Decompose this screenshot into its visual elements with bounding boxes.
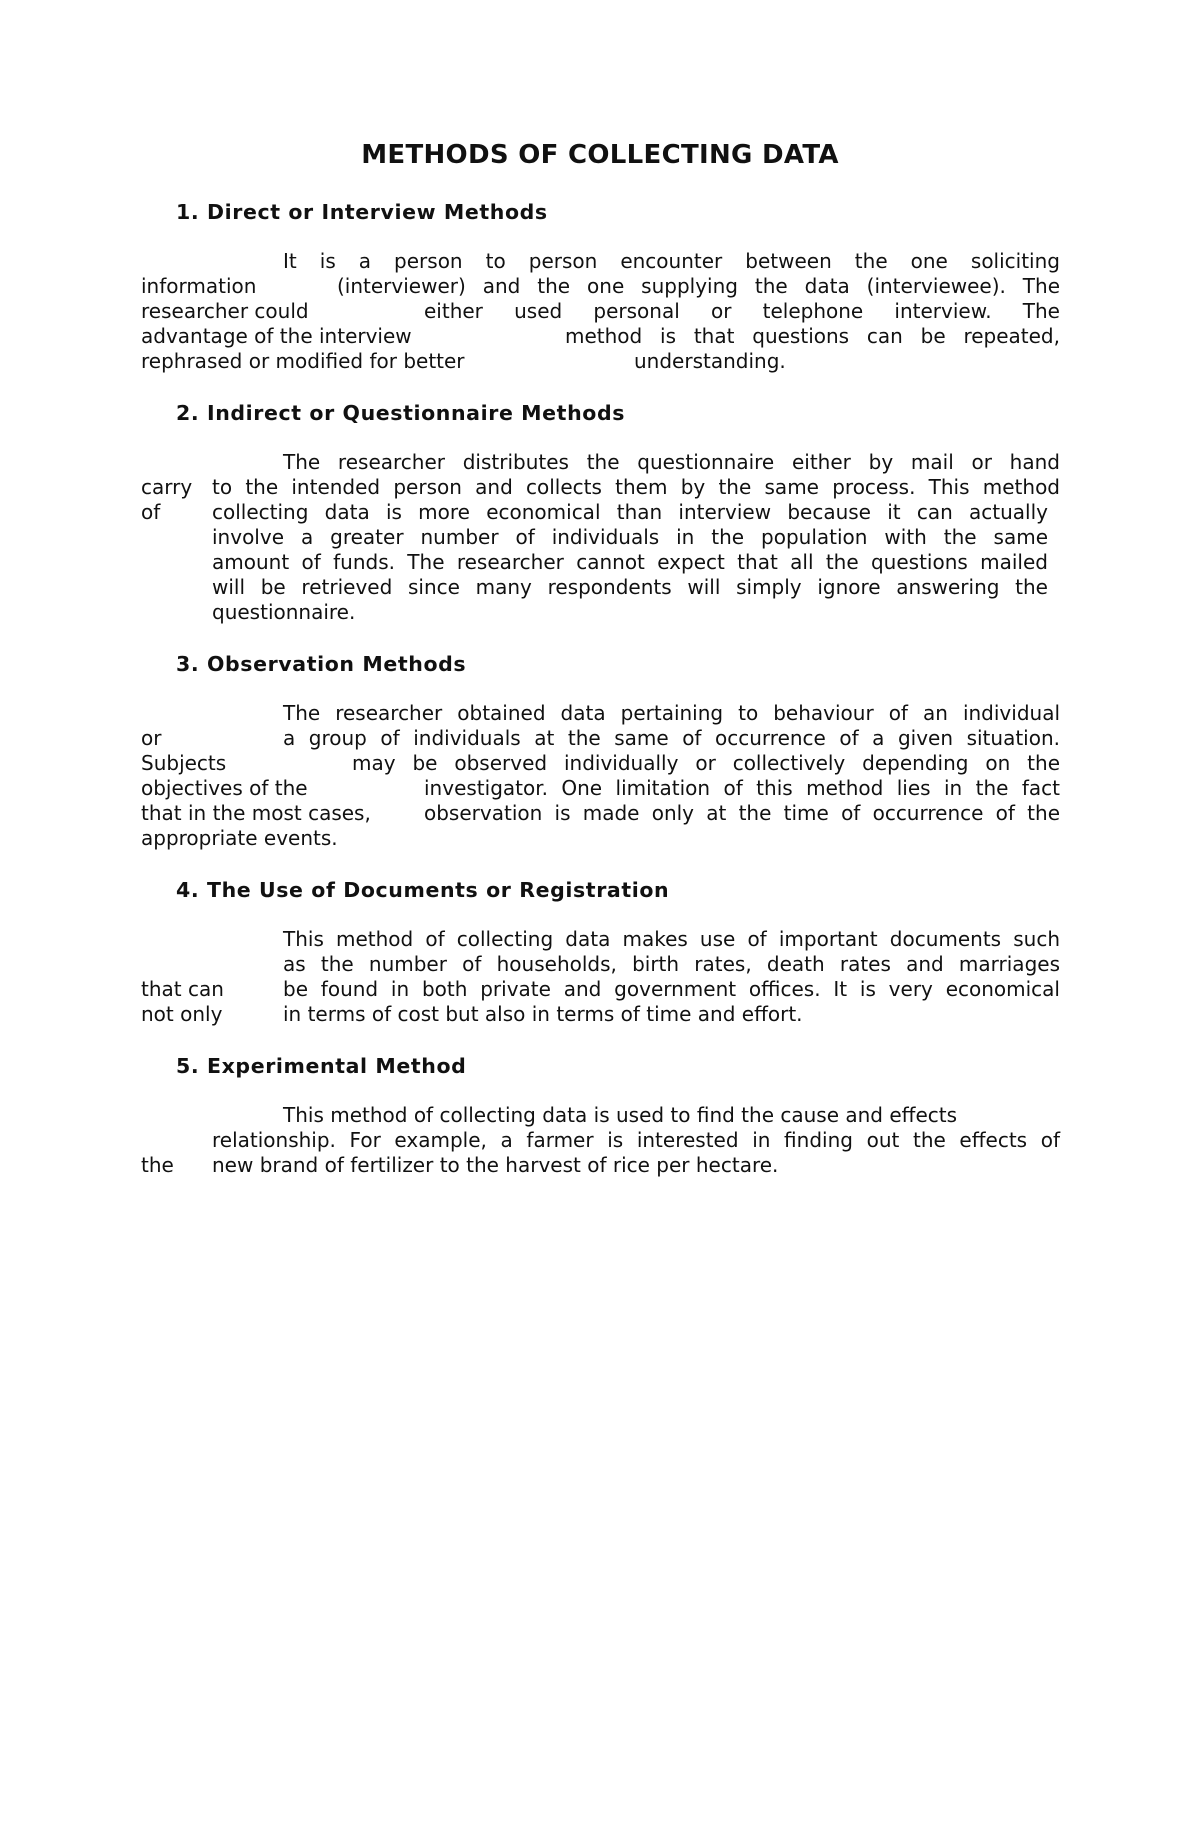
section-4-line-4a: not only xyxy=(141,1002,223,1026)
section-heading-documents-registration: 4. The Use of Documents or Registration xyxy=(176,878,670,902)
section-1-line-5a: rephrased or modified for better xyxy=(141,349,465,373)
section-4-line-4b: in terms of cost but also in terms of time and effort. xyxy=(283,1002,803,1026)
section-4-line-3a: that can xyxy=(141,977,224,1001)
section-heading-direct-interview: 1. Direct or Interview Methods xyxy=(176,200,548,224)
section-3-line-2b: a group of individuals at the same of occurrence of a given situation. xyxy=(283,726,1060,750)
section-1-line-3b: either used personal or telephone interview. The xyxy=(424,299,1060,323)
section-heading-experimental: 5. Experimental Method xyxy=(176,1054,467,1078)
section-5-line-3a: the xyxy=(141,1153,174,1177)
section-heading-indirect-questionnaire: 2. Indirect or Questionnaire Methods xyxy=(176,401,626,425)
section-4-line-2: as the number of households, birth rates, death rates and marriages xyxy=(283,952,1060,976)
section-3-line-5b: observation is made only at the time of occurrence of the xyxy=(424,801,1060,825)
section-2-line-2b: to the intended person and collects them by the same process. This method xyxy=(212,475,1060,499)
section-1-line-4a: advantage of the interview xyxy=(141,324,412,348)
section-2-line-7: questionnaire. xyxy=(212,600,356,624)
section-1-line-3a: researcher could xyxy=(141,299,309,323)
section-1-line-5b: understanding. xyxy=(634,349,786,373)
section-2-line-1: The researcher distributes the questionnaire either by mail or hand xyxy=(283,450,1060,474)
section-5-line-2: relationship. For example, a farmer is interested in finding out the effects of xyxy=(212,1128,1060,1152)
section-3-line-3a: Subjects xyxy=(141,751,227,775)
section-3-line-2a: or xyxy=(141,726,162,750)
section-heading-observation: 3. Observation Methods xyxy=(176,652,467,676)
section-2-line-3b: collecting data is more economical than interview because it can actually xyxy=(212,500,1048,524)
section-1-line-1: It is a person to person encounter between the one soliciting xyxy=(283,249,1060,273)
section-2-line-6: will be retrieved since many respondents will simply ignore answering the xyxy=(212,575,1048,599)
section-3-line-4a: objectives of the xyxy=(141,776,308,800)
section-5-line-1: This method of collecting data is used to find the cause and effects xyxy=(283,1103,958,1127)
section-4-line-3b: be found in both private and government offices. It is very economical xyxy=(283,977,1060,1001)
section-1-line-2b: (interviewer) and the one supplying the data (interviewee). The xyxy=(337,274,1060,298)
section-2-line-2a: carry xyxy=(141,475,193,499)
section-2-line-3a: of xyxy=(141,500,161,524)
page-title: METHODS OF COLLECTING DATA xyxy=(361,140,839,170)
section-3-line-6: appropriate events. xyxy=(141,826,338,850)
section-3-line-1: The researcher obtained data pertaining to behaviour of an individual xyxy=(283,701,1060,725)
section-4-line-1: This method of collecting data makes use of important documents such xyxy=(283,927,1060,951)
section-2-line-5: amount of funds. The researcher cannot expect that all the questions mailed xyxy=(212,550,1048,574)
section-3-line-5a: that in the most cases, xyxy=(141,801,371,825)
section-3-line-4b: investigator. One limitation of this method lies in the fact xyxy=(424,776,1060,800)
section-3-line-3b: may be observed individually or collectively depending on the xyxy=(352,751,1060,775)
section-1-line-4b: method is that questions can be repeated, xyxy=(565,324,1060,348)
section-2-line-4: involve a greater number of individuals in the population with the same xyxy=(212,525,1048,549)
section-1-line-2a: information xyxy=(141,274,257,298)
section-5-line-3b: new brand of fertilizer to the harvest of rice per hectare. xyxy=(212,1153,779,1177)
